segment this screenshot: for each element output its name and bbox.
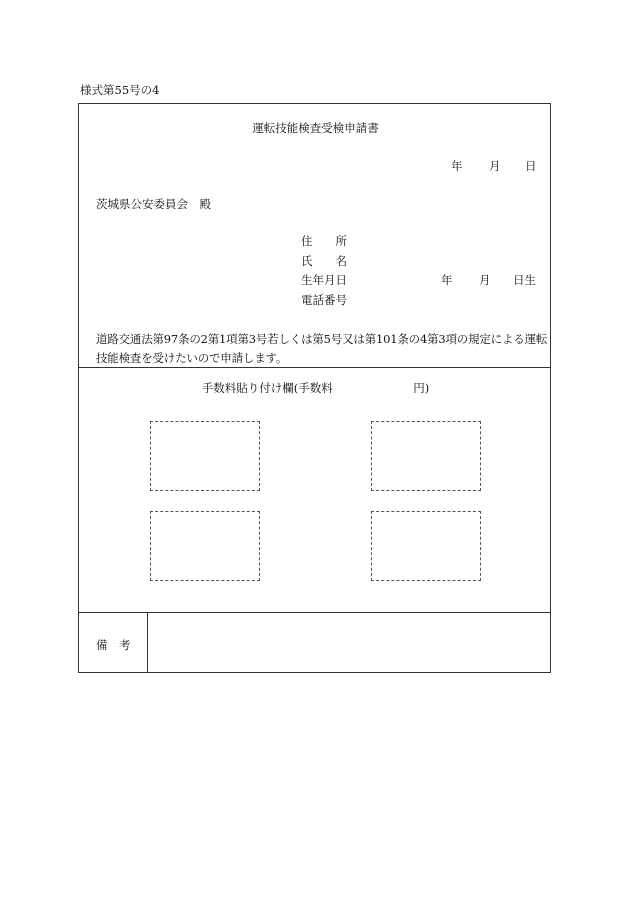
stamp-box (371, 511, 481, 581)
application-form-frame (78, 103, 551, 673)
addressee: 茨城県公安委員会 殿 (96, 197, 211, 211)
stamp-box (150, 421, 260, 491)
birth-day-label: 日生 (513, 273, 536, 287)
date-year-label: 年 (451, 159, 463, 173)
stamp-box (150, 511, 260, 581)
remarks-label: 備 考 (96, 638, 131, 652)
phone-label: 電話番号 (301, 293, 347, 307)
birth-date-label: 生年月日 (301, 273, 347, 287)
form-number: 様式第55号の4 (80, 83, 160, 97)
birth-year-label: 年 (441, 273, 453, 287)
date-day-label: 日 (525, 159, 537, 173)
form-title: 運転技能検査受検申請書 (252, 121, 379, 135)
remarks-field[interactable] (149, 613, 550, 672)
stamp-box (371, 421, 481, 491)
name-label: 氏 名 (301, 254, 347, 268)
remarks-column-divider (147, 612, 148, 673)
date-month-label: 月 (489, 159, 501, 173)
section-divider (79, 367, 550, 368)
fee-section-title: 手数料貼り付け欄(手数料 円) (201, 381, 430, 395)
application-statement: 道路交通法第97条の2第1項第3号若しくは第5号又は第101条の4第3項の規定による運転技能検査を受けたいので申請します。 (96, 332, 548, 365)
birth-month-label: 月 (479, 273, 491, 287)
address-label: 住 所 (301, 234, 347, 248)
